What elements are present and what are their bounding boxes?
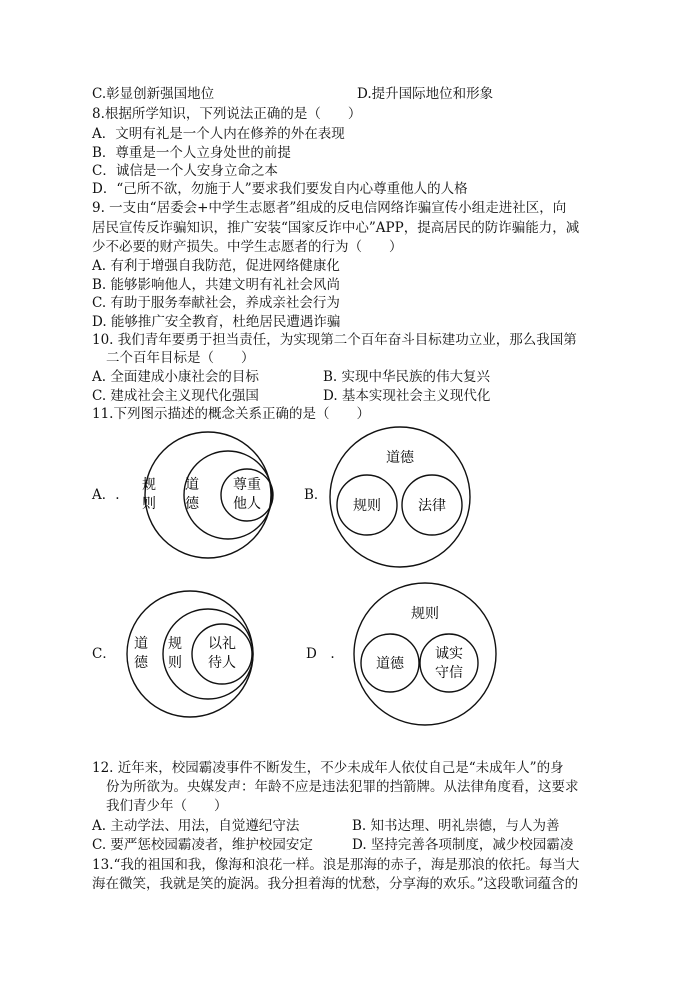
q8-option-a: A．文明有礼是一个人内在修养的外在表现	[92, 126, 345, 142]
q9-option-c: C. 有助于服务奉献社会，养成亲社会行为	[92, 295, 340, 311]
q12-option-a: A. 主动学法、用法，自觉遵纪守法	[92, 818, 300, 834]
q12-option-b: B. 知书达理、明礼崇德，与人为善	[352, 818, 560, 834]
diagram-a-outer-label-2: 则	[142, 496, 156, 512]
q12-stem-line3: 我们青少年（ ）	[106, 798, 228, 814]
q9-stem-line2: 居民宣传反诈骗知识，推广安装“国家反诈中心”APP，提高居民的防诈骗能力，减	[92, 220, 580, 236]
q10-option-b: B. 实现中华民族的伟大复兴	[323, 369, 491, 385]
diagram-a-middle-label-2: 德	[185, 496, 199, 512]
diagram-c-inner-label-1: 以礼	[208, 636, 236, 652]
diagram-d	[350, 581, 500, 729]
q12-stem-line1: 12. 近年来，校园霸凌事件不断发生，不少未成年人依仗自己是“未成年人”的身	[92, 760, 564, 776]
diagram-d-right-label-1: 诚实	[435, 646, 463, 662]
q10-stem-line1: 10. 我们青年要勇于担当责任，为实现第二个百年奋斗目标建功立业，那么我国第	[92, 332, 577, 348]
diagram-c-middle-label-2: 则	[168, 655, 182, 671]
q13-stem-line1: 13.“我的祖国和我，像海和浪花一样。浪是那海的赤子，海是那浪的依托。每当大	[92, 857, 580, 873]
diagram-d-left-label: 道德	[376, 656, 404, 672]
diagram-c-label: C．	[92, 646, 116, 662]
diagram-b-right-label: 法律	[418, 498, 446, 514]
q10-option-c: C. 建成社会主义现代化强国	[92, 388, 259, 404]
q7-option-d: D.提升国际地位和形象	[357, 86, 494, 102]
q10-stem-line2: 二个百年目标是（ ）	[106, 350, 255, 366]
diagram-b-outer-label: 道德	[386, 450, 414, 466]
q10-option-a: A. 全面建成小康社会的目标	[92, 369, 259, 385]
q8-option-b: B．尊重是一个人立身处世的前提	[92, 145, 291, 161]
q12-option-d: D. 坚持完善各项制度，减少校园霸凌	[352, 837, 574, 853]
diagram-b-label: B．	[304, 487, 328, 503]
diagram-d-outer-label: 规则	[411, 606, 439, 622]
q8-option-d: D．“己所不欲，勿施于人”要求我们要发自内心尊重他人的人格	[92, 181, 468, 197]
diagram-c-outer-label-2: 德	[134, 655, 148, 671]
diagram-a-outer-label-1: 规	[142, 477, 156, 493]
diagram-a	[118, 428, 298, 564]
diagram-b-left-label: 规则	[353, 498, 381, 514]
q11-stem: 11.下列图示描述的概念关系正确的是（ ）	[92, 406, 370, 422]
diagram-a-label: A．.	[92, 487, 120, 503]
q9-stem-line1: 9. 一支由“居委会+中学生志愿者”组成的反电信网络诈骗宣传小组走进社区，向	[92, 200, 567, 216]
diagram-c-outer-label-1: 道	[134, 636, 148, 652]
q9-option-d: D. 能够推广安全教育，杜绝居民遭遇诈骗	[92, 314, 341, 330]
diagram-a-inner-label-1: 尊重	[233, 477, 261, 493]
diagram-d-right-label-2: 守信	[435, 665, 463, 681]
diagram-a-inner-label-2: 他人	[233, 496, 261, 512]
q8-stem: 8.根据所学知识，下列说法正确的是（ ）	[92, 106, 362, 122]
q9-stem-line3: 少不必要的财产损失。中学生志愿者的行为（ ）	[92, 239, 403, 255]
q12-option-c: C. 要严惩校园霸凌者，维护校园安定	[92, 837, 313, 853]
q9-option-b: B. 能够影响他人，共建文明有礼社会风尚	[92, 277, 341, 293]
diagram-a-middle-label-1: 道	[185, 477, 199, 493]
diagram-c	[118, 587, 268, 723]
q10-option-d: D. 基本实现社会主义现代化	[323, 388, 491, 404]
diagram-b	[325, 425, 475, 570]
diagram-c-middle-label-1: 规	[168, 636, 182, 652]
q7-option-c: C.彰显创新强国地位	[92, 86, 215, 102]
q12-stem-line2: 份为所欲为。央媒发声：年龄不应是违法犯罪的挡箭牌。从法律角度看，这要求	[106, 779, 579, 795]
q9-option-a: A. 有利于增强自我防范，促进网络健康化	[92, 258, 340, 274]
diagram-c-inner-label-2: 待人	[208, 655, 236, 671]
q13-stem-line2: 海在微笑，我就是笑的旋涡。我分担着海的忧愁，分享海的欢乐。”这段歌词蕴含的	[92, 876, 579, 892]
q8-option-c: C．诚信是一个人安身立命之本	[92, 163, 278, 179]
diagram-d-label: D .	[306, 646, 335, 662]
